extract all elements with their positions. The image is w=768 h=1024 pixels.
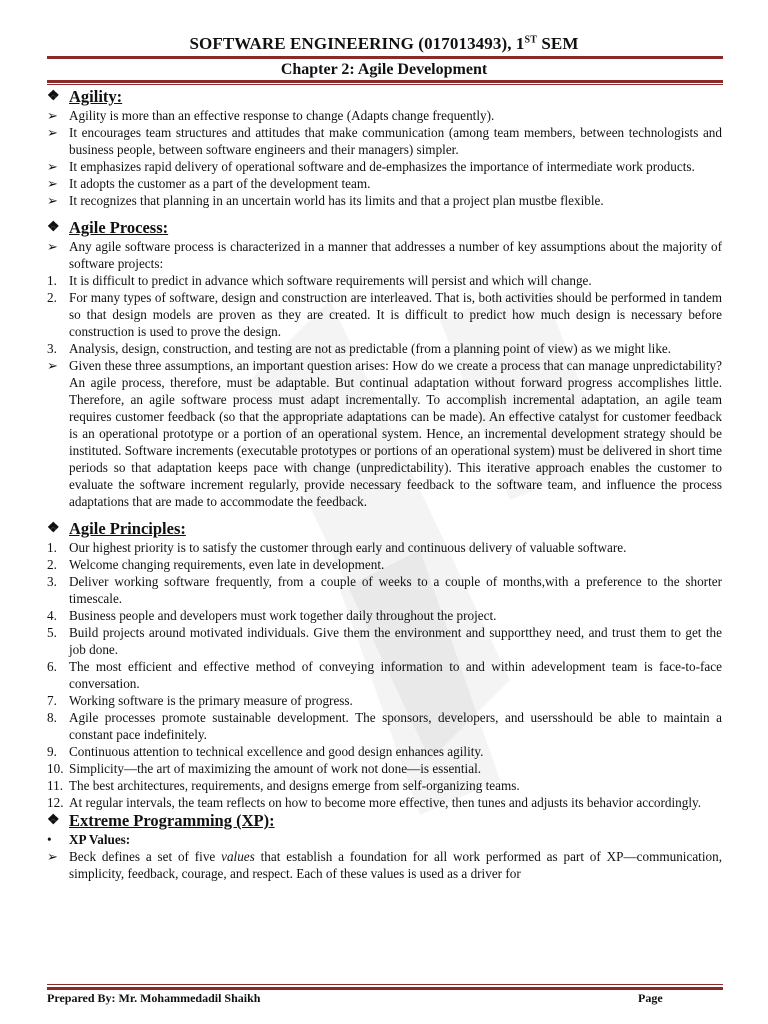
list-number: 6.	[47, 659, 57, 674]
footer-rule-thin	[47, 984, 723, 985]
diamond-bullet-icon: ❖	[47, 813, 60, 828]
chapter-title: Chapter 2: Agile Development	[280, 61, 488, 78]
section-heading-agile-process: ❖ Agile Process:	[47, 218, 169, 237]
arrow-bullet-icon: ➢	[47, 159, 59, 174]
list-item: ➢ Beck defines a set of five values that establish a foundation for all work performed as part of XP—communication, simplicity, feedback, courage, and respect. Each of these values is used as a driver for	[47, 849, 722, 881]
agility-list	[47, 107, 722, 209]
list-number: 3.	[47, 574, 57, 589]
list-number: 8.	[47, 710, 57, 725]
list-item-text: At regular intervals, the team reflects on how to become more effective, then tunes and adjusts its behavior accordingly.	[69, 795, 702, 810]
list-number: 3.	[47, 341, 57, 356]
list-number: 9.	[47, 744, 57, 759]
list-item-text: Continuous attention to technical excellence and good design enhances agility.	[69, 744, 484, 759]
list-item	[47, 573, 722, 607]
list-item	[47, 760, 722, 777]
list-item	[47, 340, 722, 357]
list-item	[47, 743, 722, 760]
arrow-bullet-icon: ➢	[47, 125, 59, 140]
list-item	[47, 692, 722, 709]
list-number: 2.	[47, 557, 57, 572]
list-item-text: The most efficient and effective method of conveying information to and within adevelopment team is face-to-face conversation.	[69, 659, 722, 691]
arrow-bullet-icon: ➢	[47, 176, 59, 191]
list-item-text: Agility is more than an effective response to change (Adapts change frequently).	[69, 108, 495, 123]
header-rule-bottom	[47, 80, 723, 83]
list-item	[47, 124, 722, 158]
list-item: ➢ Any agile software process is characterized in a manner that addresses a number of key assumptions about the majority of software projects:	[47, 239, 722, 271]
list-number: 1.	[47, 273, 57, 288]
list-item-text: It is difficult to predict in advance which software requirements will persist and which will change.	[69, 273, 592, 288]
list-item	[47, 539, 722, 556]
section-heading-xp: ❖ Extreme Programming (XP):	[47, 811, 275, 830]
footer-page-label: Page	[638, 991, 663, 1005]
list-item-text: Our highest priority is to satisfy the customer through early and continuous delivery of valuable software.	[69, 540, 627, 555]
list-item-text: Business people and developers must work together daily throughout the project.	[69, 608, 497, 623]
list-number: 12.	[47, 795, 64, 810]
list-item	[47, 607, 722, 624]
section-heading-agility: ❖ Agility:	[47, 87, 123, 106]
arrow-bullet-icon: ➢	[47, 108, 59, 123]
list-item	[47, 709, 722, 743]
diamond-bullet-icon: ❖	[47, 220, 60, 235]
list-item-text: It adopts the customer as a part of the development team.	[69, 176, 371, 191]
footer-rule	[47, 987, 723, 990]
list-item-text: Welcome changing requirements, even late in development.	[69, 557, 385, 572]
header-rule-top	[47, 56, 723, 59]
list-item	[47, 556, 722, 573]
list-item	[47, 289, 722, 340]
list-number: 1.	[47, 540, 57, 555]
list-item-text: It emphasizes rapid delivery of operational software and de-emphasizes the importance of intermediate work products.	[69, 159, 695, 174]
list-item	[47, 107, 722, 124]
diamond-bullet-icon: ❖	[47, 521, 60, 536]
principles-list	[47, 539, 722, 811]
list-item-text: It recognizes that planning in an uncertain world has its limits and that a project plan mustbe flexible.	[69, 193, 604, 208]
list-item	[47, 158, 722, 175]
list-number: 2.	[47, 290, 57, 305]
list-item-text: Working software is the primary measure of progress.	[69, 693, 353, 708]
list-item-text: Simplicity—the art of maximizing the amount of work not done—is essential.	[69, 761, 482, 776]
main-content	[47, 87, 722, 882]
diamond-bullet-icon: ❖	[47, 89, 60, 104]
list-item-text: For many types of software, design and construction are interleaved. That is, both activities should be performed in tandem so that design models are proven as they are created. It is difficult to predict how much design is necessary before construction is used to prove the design.	[69, 290, 722, 339]
header-rule-bottom-thin	[47, 84, 723, 85]
footer-author: Prepared By: Mr. Mohammedadil Shaikh	[47, 991, 261, 1005]
list-item	[47, 658, 722, 692]
arrow-bullet-icon: ➢	[47, 193, 59, 208]
dot-bullet-icon: •	[47, 832, 52, 847]
list-item-text: Build projects around motivated individuals. Give them the environment and supportthey need, and trust them to get the job done.	[69, 625, 722, 657]
list-item: ➢ Given these three assumptions, an important question arises: How do we create a process that can manage unpredictability? An agile process, therefore, must be adaptable. But continual adaptation without forward progress accomplishes little. Therefore, an agile software process must adapt incrementally. To accomplish incremental adaptation, an agile team requires customer feedback (so that the appropriate adaptations can be made). An effective catalyst for customer feedback is an operational prototype or a portion of an operational system. Hence, an incremental development strategy should be instituted. Software increments (executable prototypes or portions of an operational system) must be delivered in short time periods so that adaptation keeps pace with change (unpredictability). This iterative approach enables the customer to evaluate the software increment regularly, provide necessary feedback to the software team, and influence the process adaptations that are made to accommodate the feedback.	[47, 358, 722, 509]
assumptions-list	[47, 272, 722, 357]
list-number: 11.	[47, 778, 63, 793]
list-item-text: Agile processes promote sustainable development. The sponsors, developers, and usersshould be able to maintain a constant pace indefinitely.	[69, 710, 722, 742]
list-item-text: Deliver working software frequently, from a couple of weeks to a couple of months,with a preference to the shorter timescale.	[69, 574, 722, 606]
list-item-text: It encourages team structures and attitudes that make communication (among team members, between technologists and business people, between software engineers and their managers) simpler.	[69, 125, 722, 157]
list-item: • XP Values:	[47, 832, 131, 847]
document-title: SOFTWARE ENGINEERING (017013493), 1ST SEM	[189, 34, 579, 53]
list-number: 4.	[47, 608, 57, 623]
list-item	[47, 175, 722, 192]
list-number: 7.	[47, 693, 57, 708]
list-item	[47, 272, 722, 289]
arrow-bullet-icon: ➢	[47, 239, 59, 254]
list-item	[47, 794, 722, 811]
list-item	[47, 777, 722, 794]
section-heading-agile-principles: ❖ Agile Principles:	[47, 519, 186, 538]
arrow-bullet-icon: ➢	[47, 358, 59, 373]
list-item	[47, 192, 722, 209]
list-number: 10.	[47, 761, 64, 776]
list-item-text: The best architectures, requirements, and designs emerge from self-organizing teams.	[69, 778, 520, 793]
list-item-text: Analysis, design, construction, and testing are not as predictable (from a planning point of view) as we might like.	[69, 341, 672, 356]
list-number: 5.	[47, 625, 57, 640]
list-item	[47, 624, 722, 658]
arrow-bullet-icon: ➢	[47, 849, 59, 864]
